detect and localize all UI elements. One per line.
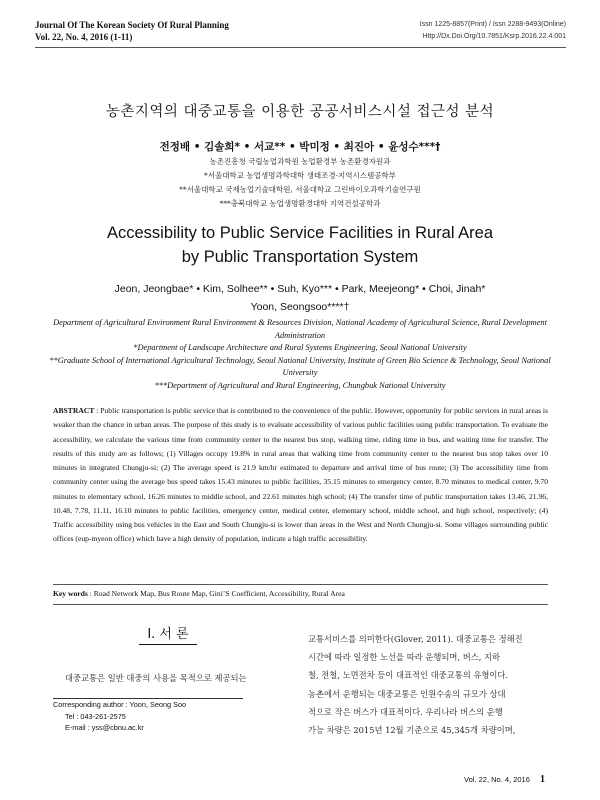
abstract-label: ABSTRACT (53, 406, 95, 415)
korean-affiliation: 농촌진흥청 국립농업과학원 농업환경부 농촌환경자원과 (209, 157, 391, 166)
page-footer (464, 774, 545, 785)
journal-name: Journal Of The Korean Society Of Rural Planning (35, 20, 229, 30)
issn-text: Issn 1225-8857(Print) / Issn 2288-9493(Online) (419, 21, 566, 28)
abstract (53, 404, 548, 547)
body-line: 철, 전철, 노면전차 등이 대표적인 대중교통의 유형이다. (308, 670, 509, 681)
korean-affiliation: *서울대학교 농업생명과학대학 생태조경·지역시스템공학부 (203, 171, 397, 180)
korean-authors: 전정배 • 김솔희* • 서교** • 박미정 • 최진아 • 윤성수***† (159, 141, 441, 153)
body-line: 시간에 따라 일정한 노선을 따라 운행되며, 버스, 지하 (308, 652, 501, 663)
english-affiliation: *Department of Landscape Architecture and Rural Systems Engineering, Seoul National University (133, 343, 467, 353)
english-affiliation: Department of Agricultural Environment Rural Environment & Resources Division, National Academy of Agricultural Science, Rural Development Administration (53, 318, 547, 340)
english-authors-line: Yoon, Seongsoo****† (250, 301, 350, 313)
left-column-body (53, 671, 283, 685)
keywords-label: Key words (53, 589, 88, 598)
section-heading-text: I. 서 론 (139, 623, 196, 645)
korean-affiliations (0, 155, 600, 211)
english-affiliations (40, 317, 560, 393)
english-title-line: by Public Transportation System (181, 248, 419, 266)
body-line: 가능 차량은 2015년 12월 기준으로 45,345개 차량이며, (308, 725, 516, 736)
corresponding-author-footnote (53, 699, 283, 734)
keywords-divider-top (53, 584, 548, 585)
english-authors-line: Jeon, Jeongbae* • Kim, Solhee** • Suh, Kyo*** • Park, Meejeong* • Choi, Jinah* (114, 283, 486, 295)
english-affiliation: **Graduate School of International Agricultural Technology, Seoul National University, Institute of Green Bio Science & Technology, Seoul National University (49, 355, 551, 378)
right-column-body (308, 630, 548, 739)
keywords-divider-bottom (53, 604, 548, 605)
english-affiliation: ***Department of Agricultural and Rural Engineering, Chungbuk National University (154, 380, 446, 390)
body-line: 교통서비스를 의미한다(Glover, 2011). 대중교통은 정해진 (308, 634, 523, 644)
author-tel: Tel : 043-261-2575 (65, 711, 126, 721)
korean-title: 농촌지역의 대중교통을 이용한 공공서비스시설 접근성 분석 (105, 104, 495, 120)
korean-affiliation: ***충북대학교 농업생명환경대학 지역건설공학과 (219, 199, 381, 208)
footer-volume: Vol. 22, No. 4, 2016 (464, 775, 530, 784)
english-title (0, 221, 600, 269)
header-divider (35, 47, 566, 48)
issn-header (420, 19, 566, 43)
page-number: 1 (540, 774, 545, 785)
corresponding-author: Corresponding author : Yoon, Seong Soo (53, 700, 187, 709)
english-authors (0, 280, 600, 316)
keywords-text: : Road Network Map, Bus Route Map, Gini’S Coefficient, Accessibility, Rural Area (89, 589, 345, 598)
body-line: 대중교통은 일반 대중의 사용을 목적으로 제공되는 (65, 673, 247, 683)
body-line: 농촌에서 운행되는 대중교통은 인원수송의 규모가 상대 (308, 688, 506, 699)
section-heading (53, 623, 283, 645)
journal-header (35, 19, 229, 43)
journal-volume: Vol. 22, No. 4, 2016 (1-11) (35, 32, 133, 42)
abstract-text: : Public transportation is public service that is contributed to the convenience of the public. However, opportunity for public services in rural areas is weaker than the chance in urban areas. The purpose of this study is to evaluate accessibility of various public facilities using public transportation. To evaluate the accessibility, we calculate the various time from community center to the nearest bus stop, walking time, riding time in bus, and waiting time for transfer. The results of this study are as follows; (1) Villages occupy 19.8% in rural areas that walking time from community center to the nearest bus stop takes over 10 minutes in integrated Chungju-si; (2) The average speed is 21.9 km/hr estimated to departure and arrival time of bus route; (3) The accessibility time from community center using the average bus speed takes 15.43 minutes to public facilities, 35.15 minutes to emergency center, 8.70 minutes to medical center, 9.70 minutes to elementary school, 16.26 minutes to middle school, and 22.61 minutes high school; (4) The transfer time of public transportation takes 13.46, 21.96, 10.48, 7.78, 11.11, 16.10 minutes to public facilities, emergency center, medical center, elementary school, middle school, and high school, respectively; (4) Traffic accessibility using bus vehicles in the East and South Chungju-si is lower than areas in the West and North Chungju-si. Some villages surrounding public offices (eup-myeon office) which have a high density of population, indicate a high traffic accessibility. (53, 406, 548, 544)
korean-affiliation: **서울대학교 국제농업기술대학원, 서울대학교 그린바이오과학기술연구원 (179, 185, 421, 194)
keywords (53, 588, 548, 600)
english-title-line: Accessibility to Public Service Facilities in Rural Area (106, 224, 494, 242)
author-email[interactable]: E-mail : yss@cbnu.ac.kr (65, 723, 144, 732)
body-line: 적으로 작은 버스가 대표적이다. 우리나라 버스의 운행 (308, 706, 503, 717)
doi-link[interactable]: Http://Dx.Doi.Org/10.7851/Ksrp.2016.22.4.001 (422, 33, 566, 40)
